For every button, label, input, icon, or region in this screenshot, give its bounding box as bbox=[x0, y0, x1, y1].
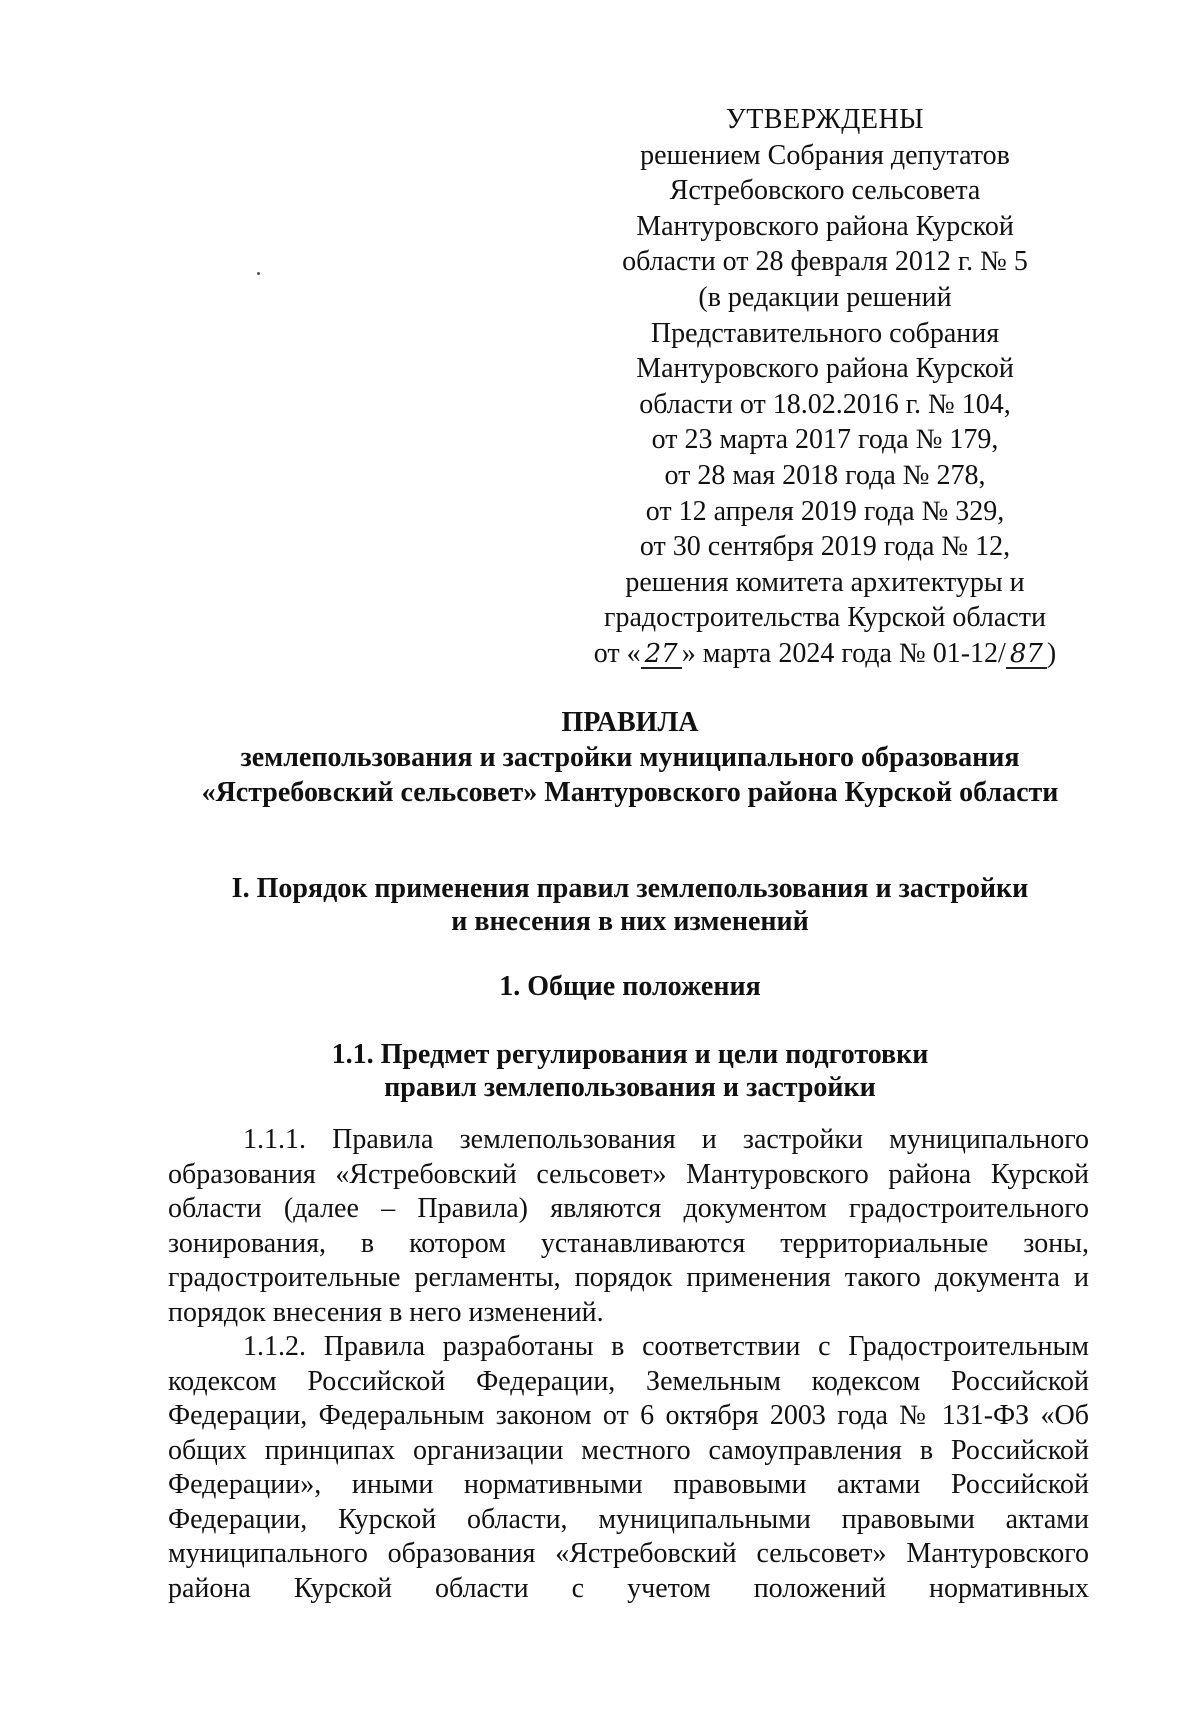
approval-last-suffix: ) bbox=[1046, 637, 1057, 669]
approval-line: от 23 марта 2017 года № 179, bbox=[651, 424, 999, 456]
section-heading-1 bbox=[130, 872, 1130, 938]
handwritten-day: 27 bbox=[641, 641, 682, 669]
approval-line: решения комитета архитектуры и bbox=[625, 566, 1025, 598]
approval-line: от 30 сентября 2019 года № 12, bbox=[639, 531, 1011, 563]
section-heading-3 bbox=[130, 1038, 1130, 1104]
approval-line: Мантуровского района Курской bbox=[636, 353, 1014, 385]
section-heading-line: правил землепользования и застройки bbox=[384, 1072, 876, 1103]
document-title bbox=[130, 705, 1130, 810]
approval-last-line bbox=[560, 636, 1090, 672]
section-heading-2 bbox=[130, 970, 1130, 1003]
section-heading-line: I. Порядок применения правил землепользования и застройки bbox=[231, 873, 1029, 904]
paragraph: 1.1.2. Правила разработаны в соответствии с Градостроительным кодексом Российской Федерации, Земельным кодексом Российской Федерации, Федеральным законом от 6 октября 2003 года № 131-ФЗ «Об общих принципах организации местного самоуправления в Российской Федерации», иными нормативными правовыми актами Российской Федерации, Курской области, муниципальными правовыми актами муниципального образования «Ястребовский сельсовет» Мантуровского района Курской области с учетом положений нормативных bbox=[168, 1331, 1089, 1604]
approval-line: Представительного собрания bbox=[650, 317, 1000, 349]
approval-heading: УТВЕРЖДЕНЫ bbox=[725, 104, 925, 135]
section-heading-line: 1. Общие положения bbox=[499, 971, 761, 1002]
approval-last-middle: » марта 2024 года № 01-12/ bbox=[681, 637, 1006, 669]
paragraph: 1.1.1. Правила землепользования и застройки муниципального образования «Ястребовский сельсовет» Мантуровского района Курской области (далее – Правила) являются документом градостроительного зонирования, в котором устанавливаются территориальные зоны, градостроительные регламенты, порядок применения такого документа и порядок внесения в него изменений. bbox=[168, 1124, 1089, 1328]
approval-line: решением Собрания депутатов bbox=[640, 139, 1010, 171]
title-line: землепользования и застройки муниципального образования bbox=[240, 742, 1020, 773]
approval-last-prefix: от « bbox=[593, 637, 641, 669]
approval-line: от 12 апреля 2019 года № 329, bbox=[645, 495, 1005, 527]
approval-stamp bbox=[560, 102, 1090, 672]
approval-line: области от 18.02.2016 г. № 104, bbox=[639, 388, 1011, 420]
title-line: «Ястребовский сельсовет» Мантуровского района Курской области bbox=[201, 777, 1059, 808]
approval-line: области от 28 февраля 2012 г. № 5 bbox=[622, 246, 1028, 278]
body-text bbox=[168, 1123, 1089, 1606]
section-heading-line: и внесения в них изменений bbox=[451, 906, 809, 937]
approval-line: Мантуровского района Курской bbox=[636, 210, 1014, 242]
approval-line: Ястребовского сельсовета bbox=[669, 175, 981, 207]
title-main: ПРАВИЛА bbox=[561, 707, 699, 738]
approval-line: от 28 мая 2018 года № 278, bbox=[664, 459, 986, 491]
scan-speck bbox=[257, 272, 260, 275]
approval-line: (в редакции решений bbox=[698, 281, 952, 313]
handwritten-number: 87 bbox=[1006, 641, 1047, 669]
approval-line: градостроительства Курской области bbox=[604, 602, 1046, 634]
section-heading-line: 1.1. Предмет регулирования и цели подготовки bbox=[331, 1039, 929, 1070]
